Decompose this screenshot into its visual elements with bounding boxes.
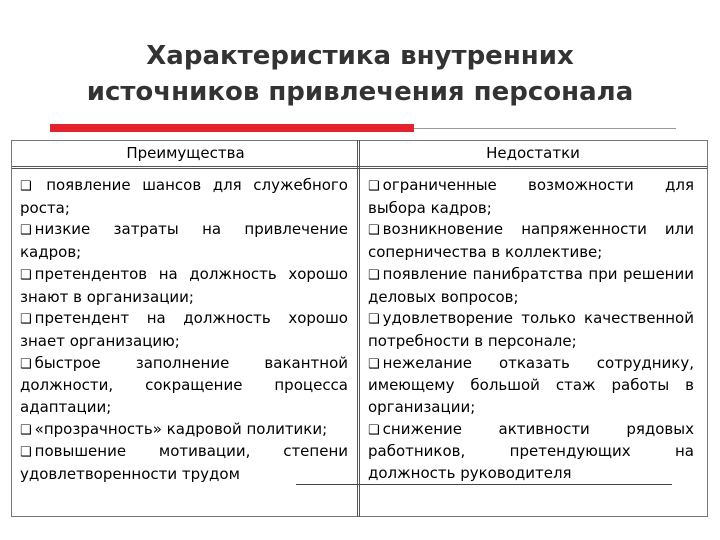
list-item-text: низкие затраты на привлечение кадров; xyxy=(20,220,348,262)
list-item-text: удовлетворение только качественной потребности в персонале; xyxy=(368,309,694,350)
list-item xyxy=(20,219,348,263)
hollow-square-icon: ❑ xyxy=(20,312,32,328)
column-header-disadvantages: Недостатки xyxy=(486,144,580,162)
hollow-square-icon: ❑ xyxy=(20,223,32,239)
slide-title xyxy=(0,38,720,110)
list-item-text: снижение активности рядовых работников, претендующих на должность руководителя xyxy=(368,419,694,483)
list-item-text: нежелание отказать сотруднику, имеющему большой стаж работы в организации; xyxy=(368,353,694,417)
list-item xyxy=(20,441,348,485)
hollow-square-icon: ❑ xyxy=(368,267,380,283)
list-item-text: «прозрачность» кадровой политики; xyxy=(34,419,328,438)
list-item xyxy=(368,175,694,219)
list-item-text: претендент на должность хорошо знает организацию; xyxy=(20,309,348,350)
title-line-1: Характеристика внутренних xyxy=(146,41,574,71)
hollow-square-icon: ❑ xyxy=(368,422,380,438)
hollow-square-icon: ❑ xyxy=(20,179,32,194)
list-item xyxy=(368,308,694,352)
list-item xyxy=(20,264,348,308)
list-item xyxy=(20,308,348,352)
list-item-text: быстрое заполнение вакантной должности, сокращение процесса адаптации; xyxy=(20,353,348,417)
hollow-square-icon: ❑ xyxy=(368,223,380,239)
hollow-square-icon: ❑ xyxy=(368,356,380,372)
list-item-text: появление шансов для служебного роста; xyxy=(20,176,348,217)
hollow-square-icon: ❑ xyxy=(20,445,32,461)
hollow-square-icon: ❑ xyxy=(20,422,32,438)
column-divider xyxy=(357,140,360,517)
hollow-square-icon: ❑ xyxy=(20,267,32,283)
list-item-text: претендентов на должность хорошо знают в организации; xyxy=(20,264,348,306)
list-item xyxy=(368,219,694,263)
decorative-rule xyxy=(296,484,672,485)
hollow-square-icon: ❑ xyxy=(368,312,380,328)
title-rule xyxy=(414,128,676,129)
title-line-2: источников привлечения персонала xyxy=(86,77,634,107)
list-item-text: ограниченные возможности для выбора кадров; xyxy=(368,176,694,217)
column-header-advantages: Преимущества xyxy=(126,144,245,162)
list-item xyxy=(20,175,348,219)
list-item-text: возникновение напряженности или соперничества в коллективе; xyxy=(368,220,694,262)
list-item xyxy=(368,353,694,419)
list-item xyxy=(20,419,348,442)
advantages-list xyxy=(20,175,348,486)
hollow-square-icon: ❑ xyxy=(20,356,32,372)
list-item xyxy=(20,353,348,419)
list-item-text: появление панибратства при решении деловых вопросов; xyxy=(368,264,694,306)
list-item-text: повышение мотивации, степени удовлетворенности трудом xyxy=(20,442,348,484)
list-item xyxy=(368,264,694,308)
title-accent-bar xyxy=(50,124,414,132)
list-item xyxy=(368,419,694,485)
disadvantages-list xyxy=(368,175,694,485)
hollow-square-icon: ❑ xyxy=(368,179,380,194)
